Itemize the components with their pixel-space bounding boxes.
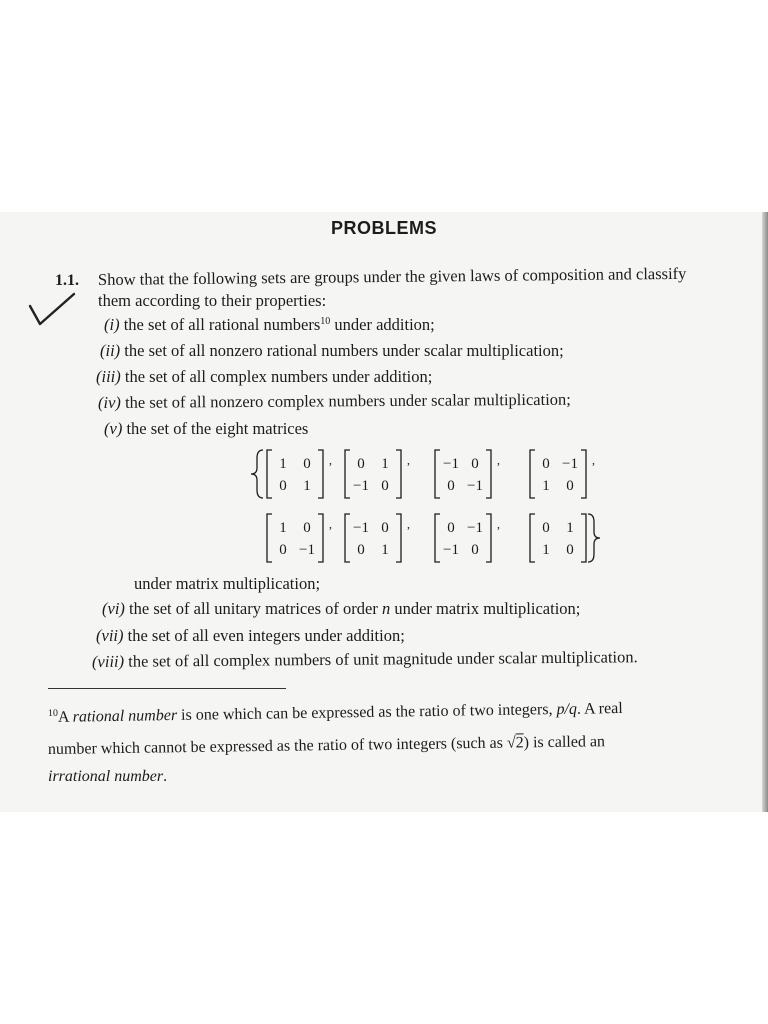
matrix-entry: 1 [381,456,389,472]
matrix-entry: 1 [279,456,287,472]
item-label: (v) [104,419,123,438]
item-label: (vi) [102,599,125,618]
matrix-entry: 0 [447,520,455,536]
list-item [98,390,571,413]
matrix-entry: 0 [471,456,479,472]
footnote-fraction: p/q [556,700,578,719]
matrix-entry: 1 [542,542,550,558]
set-left-brace [251,450,263,498]
item-text: the set of all nonzero rational numbers under scalar multiplication; [124,341,564,360]
item-label: (iii) [96,367,121,386]
item-text: the set of all complex numbers under addition; [124,367,433,386]
item-text: the set of all complex numbers of unit magnitude under scalar multiplication. [128,647,638,671]
matrix-comma: , [329,453,332,467]
matrix-entry: 0 [542,456,550,472]
matrix-entry: 0 [542,520,550,536]
matrix-right-bracket [581,450,586,498]
matrix-right-bracket [318,514,323,562]
matrix-set [245,442,605,572]
matrix-entry: 0 [381,478,389,494]
matrix-comma: , [497,517,500,531]
matrix-entry: −1 [562,456,578,472]
matrix-right-bracket [581,514,586,562]
item-label: (iv) [97,392,121,412]
matrix-entry: 0 [279,478,287,494]
matrix-entry: 0 [357,542,365,558]
matrix-entry: 0 [447,478,455,494]
matrix-comma: , [329,517,332,531]
sqrt-symbol: √ [506,734,516,752]
item-text-after: under matrix multiplication; [390,599,581,618]
matrix-entry: 1 [542,478,550,494]
matrix-entry: −1 [443,456,459,472]
matrix-right-bracket [396,514,401,562]
matrix-entry: 0 [357,456,365,472]
problem-intro-line1: Show that the following sets are groups under the given laws of composition and classify [97,263,687,289]
matrix-entry: 1 [279,520,287,536]
problem-number: 1.1. [55,272,79,289]
matrix-entry: −1 [353,520,369,536]
section-heading: PROBLEMS [330,218,437,238]
list-item [96,367,432,387]
matrix-comma: , [407,517,410,531]
list-item [104,315,435,335]
footnote-text: number which cannot be expressed as the ratio of two integers (such as [47,734,508,758]
matrix-left-bracket [345,514,350,562]
matrix-entry: 0 [303,456,311,472]
footnote-ref: 10 [320,316,331,327]
matrix-left-bracket [267,514,272,562]
checkmark-icon [28,290,78,330]
item-label: (vii) [96,626,124,645]
matrix-right-bracket [396,450,401,498]
matrix-comma: , [497,453,500,467]
matrix-entry: 0 [303,520,311,536]
matrix-entry: 0 [566,478,574,494]
footnote-term: irrational number [48,768,164,785]
sqrt-radicand: 2 [515,734,524,752]
problem-intro-line2: them according to their properties: [98,291,327,310]
list-item [96,626,405,646]
footnote-text: is one which can be expressed as the ratio of two integers, [176,701,557,724]
item-text: the set of all rational numbers [123,315,321,334]
matrix-entry: 0 [471,542,479,558]
matrix-left-bracket [435,514,440,562]
item-label: (viii) [91,651,125,671]
matrix-right-bracket [486,450,491,498]
item-var: n [381,599,391,618]
page-edge-shadow [762,212,768,812]
matrix-comma: , [592,453,595,467]
footnote-term: rational number [72,706,178,726]
matrix-entry: 0 [381,520,389,536]
list-item [102,599,580,619]
item-text: the set of the eight matrices [126,419,309,438]
matrix-left-bracket [435,450,440,498]
matrix-right-bracket [318,450,323,498]
footnote-text: A [57,708,73,726]
matrix-entry: 1 [303,478,311,494]
item-label: (ii) [100,341,121,360]
item-text: the set of all even integers under addition; [127,626,405,645]
matrix-right-bracket [486,514,491,562]
matrix-entry: 1 [566,520,574,536]
item-label: (i) [104,315,120,334]
list-item [104,419,308,439]
footnote-text: ) is called an [523,733,606,752]
matrix-left-bracket [267,450,272,498]
list-item [100,341,564,361]
matrix-left-bracket [345,450,350,498]
matrix-entry: −1 [467,478,483,494]
item-text: the set of all unitary matrices of order [129,599,382,618]
matrix-entry: −1 [443,542,459,558]
matrix-entry: −1 [467,520,483,536]
matrix-left-bracket [530,514,535,562]
matrix-entry: −1 [353,478,369,494]
matrix-entry: 1 [381,542,389,558]
matrix-comma: , [407,453,410,467]
footnote-rule [48,688,286,689]
matrix-trailer: under matrix multiplication; [134,574,321,593]
matrix-left-bracket [530,450,535,498]
matrix-entry: 0 [279,542,287,558]
footnote-text: . A real [576,699,623,718]
footnote-mark: 10 [47,707,59,719]
footnote-text: . [163,768,168,785]
footnote-line3 [48,767,167,787]
matrix-entry: −1 [299,542,315,558]
item-text-after: under addition; [330,315,435,334]
matrix-entry: 0 [566,542,574,558]
item-text: the set of all nonzero complex numbers under scalar multiplication; [124,389,571,412]
set-right-brace [588,514,600,562]
